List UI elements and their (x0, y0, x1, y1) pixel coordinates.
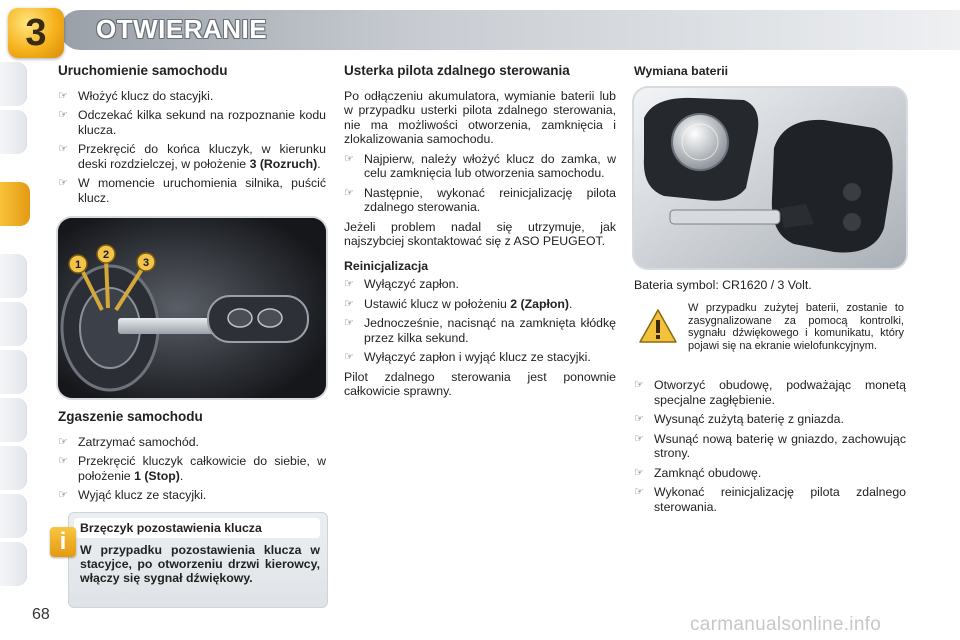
start-heading: Uruchomienie samochodu (58, 63, 228, 78)
svg-text:2: 2 (102, 249, 110, 261)
list-item: ☞ Przekręcić kluczyk całkowicie do siebie, w położenie 1 (Stop). (58, 454, 326, 483)
list-item: ☞ Otworzyć obudowę, podważając monetą specjalne zagłębienie. (634, 378, 906, 407)
stop-section (58, 410, 326, 508)
bullet-icon: ☞ (58, 435, 68, 448)
battery-symbol: Bateria symbol: CR1620 / 3 Volt. (634, 278, 812, 292)
chapter-badge: 3 (8, 8, 64, 58)
ignition-photo (58, 218, 326, 398)
bullet-icon: ☞ (58, 455, 68, 467)
list-item: ☞ Jednocześnie, nacisnąć na zamknięta kłódkę przez kilka sekund. (344, 316, 616, 345)
side-tab-8[interactable] (0, 446, 27, 490)
bullet-icon: ☞ (58, 143, 68, 155)
bullet-icon: ☞ (344, 351, 354, 363)
stop-heading: Zgaszenie samochodu (58, 409, 203, 424)
bullet-icon: ☞ (344, 317, 354, 329)
bullet-icon: ☞ (344, 152, 354, 165)
info-text: W przypadku pozostawienia klucza w stacyjce, po otworzeniu drzwi kierowcy, włączy się sygnał dźwiękowy. (80, 543, 320, 585)
bullet-icon: ☞ (344, 278, 354, 290)
remote-heading: Usterka pilota zdalnego sterowania (344, 63, 570, 78)
side-tab-7[interactable] (0, 398, 27, 442)
battery-list (634, 378, 906, 514)
info-title: Brzęczyk pozostawienia klucza (80, 521, 262, 535)
list-item: ☞ Przekręcić do końca kluczyk, w kierunku deski rozdzielczej, w położenie 3 (Rozruch). (58, 142, 326, 171)
battery-illustration (634, 88, 906, 268)
battery-steps (634, 378, 906, 519)
info-icon: i (50, 527, 76, 557)
start-section (58, 64, 326, 210)
list-item: ☞ Następnie, wykonać reinicjalizację pilota zdalnego sterowania. (344, 185, 616, 214)
svg-text:3: 3 (142, 257, 150, 269)
battery-photo (634, 88, 906, 268)
list-item: ☞ Ustawić klucz w położeniu 2 (Zapłon). (344, 296, 573, 311)
battery-heading: Wymiana baterii (634, 64, 729, 78)
side-tab-10[interactable] (0, 542, 27, 586)
ignition-illustration (58, 218, 326, 398)
bullet-icon: ☞ (344, 186, 354, 199)
bullet-icon: ☞ (58, 89, 68, 102)
warning-text: W przypadku zużytej baterii, zostanie to zasygnalizowane za pomocą kontrolki, sygnału dźwiękowego i komunikatu, który pojawi się na ekranie wielofunkcyjnym. (688, 302, 904, 352)
stop-list (58, 435, 326, 503)
side-tab-4[interactable] (0, 254, 27, 298)
remote-list (344, 152, 616, 215)
remote-outro: Jeżeli problem nadal się utrzymuje, jak najszybciej skontaktować się z ASO PEUGEOT. (344, 219, 616, 248)
bullet-icon: ☞ (58, 109, 68, 121)
reinit-list (344, 277, 616, 365)
remote-section (344, 64, 616, 404)
list-item: ☞ Wyjąć klucz ze stacyjki. (58, 488, 207, 502)
start-list (58, 89, 326, 206)
bullet-icon: ☞ (634, 413, 644, 425)
bullet-icon: ☞ (634, 379, 644, 391)
warning-icon (638, 308, 678, 344)
bullet-icon: ☞ (58, 177, 68, 189)
bullet-icon: ☞ (634, 466, 644, 479)
side-tab-active[interactable] (0, 182, 30, 226)
list-item: ☞ Odczekać kilka sekund na rozpoznanie kodu klucza. (58, 108, 326, 137)
page-number: 68 (32, 606, 50, 623)
side-tab-9[interactable] (0, 494, 27, 538)
reinit-heading: Reinicjalizacja (344, 258, 429, 273)
side-tab-2[interactable] (0, 110, 27, 154)
list-item: ☞ Zatrzymać samochód. (58, 434, 199, 449)
list-item: ☞ Wysunąć zużytą baterię z gniazda. (634, 412, 844, 426)
bullet-icon: ☞ (344, 297, 354, 310)
warning-box (634, 300, 906, 366)
svg-text:1: 1 (74, 259, 82, 271)
side-tab-5[interactable] (0, 302, 27, 346)
list-item: ☞ Wykonać reinicjalizację pilota zdalnego sterowania. (634, 485, 906, 514)
list-item: ☞ Najpierw, należy włożyć klucz do zamka, w celu zamknięcia lub otworzenia samochodu. (344, 151, 616, 180)
list-item: ☞ Zamknąć obudowę. (634, 465, 762, 480)
bullet-icon: ☞ (58, 489, 68, 501)
remote-intro: Po odłączeniu akumulatora, wymianie baterii lub w przypadku usterki pilota zdalnego sterowania, nie ma możliwości otworzenia, zamknięcia i zlokalizowania samochodu. (344, 88, 616, 146)
list-item: ☞ Wyłączyć zapłon i wyjąć klucz ze stacyjki. (344, 350, 591, 364)
remote-closing: Pilot zdalnego sterowania jest ponownie całkowicie sprawny. (344, 369, 616, 398)
list-item: ☞ Wsunąć nową baterię w gniazdo, zachowując strony. (634, 431, 906, 460)
bullet-icon: ☞ (634, 432, 644, 445)
list-item: ☞ W momencie uruchomienia silnika, puścić klucz. (58, 176, 326, 205)
bullet-icon: ☞ (634, 486, 644, 498)
watermark: carmanualsonline.info (690, 614, 882, 635)
page-title: OTWIERANIE (96, 14, 268, 44)
list-item: ☞ Wyłączyć zapłon. (344, 277, 459, 291)
side-tab-1[interactable] (0, 62, 27, 106)
list-item: ☞ Włożyć klucz do stacyjki. (58, 88, 214, 103)
side-tab-6[interactable] (0, 350, 27, 394)
